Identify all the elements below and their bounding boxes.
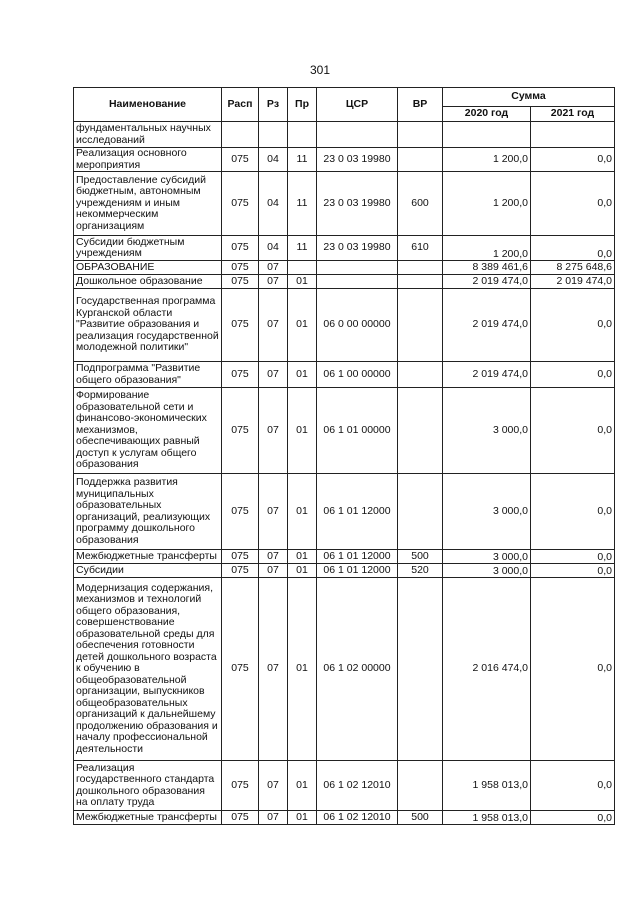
- header-sum: Сумма: [443, 88, 615, 107]
- row-name: Формирование образовательной сети и финансово-экономических механизмов, обеспечивающих равный доступ к услугам общего образования: [74, 388, 222, 474]
- row-name: Межбюджетные трансферты: [74, 550, 222, 564]
- row-sum-2020: [443, 122, 531, 148]
- row-name: ОБРАЗОВАНИЕ: [74, 261, 222, 275]
- row-csr: 06 1 02 00000: [317, 578, 398, 761]
- row-sum-2021: 0,0: [531, 362, 615, 388]
- row-vr: [398, 388, 443, 474]
- header-year-2021: 2021 год: [531, 107, 615, 122]
- row-rasp: 075: [222, 550, 259, 564]
- header-pr: Пр: [288, 88, 317, 122]
- row-rz: 07: [259, 275, 288, 289]
- row-sum-2021: 0,0: [531, 236, 615, 261]
- row-name: Субсидии бюджетным учреждениям: [74, 236, 222, 261]
- row-sum-2021: 0,0: [531, 811, 615, 825]
- row-csr: [317, 261, 398, 275]
- table-row: [74, 362, 615, 388]
- row-vr: 520: [398, 564, 443, 578]
- row-sum-2020: 1 200,0: [443, 172, 531, 236]
- header-rz: Рз: [259, 88, 288, 122]
- table-row: [74, 761, 615, 811]
- row-name: Субсидии: [74, 564, 222, 578]
- table-row: [74, 122, 615, 148]
- row-sum-2020: 3 000,0: [443, 564, 531, 578]
- row-sum-2020: 8 389 461,6: [443, 261, 531, 275]
- row-rz: 07: [259, 564, 288, 578]
- row-csr: 23 0 03 19980: [317, 172, 398, 236]
- row-rz: 04: [259, 172, 288, 236]
- row-vr: [398, 148, 443, 172]
- row-csr: 06 1 02 12010: [317, 811, 398, 825]
- row-pr: [288, 261, 317, 275]
- row-sum-2021: [531, 122, 615, 148]
- row-csr: 06 1 02 12010: [317, 761, 398, 811]
- table-row: [74, 289, 615, 362]
- row-rz: 07: [259, 761, 288, 811]
- row-pr: 11: [288, 172, 317, 236]
- table-row: [74, 564, 615, 578]
- row-rz: 07: [259, 289, 288, 362]
- row-sum-2020: 1 200,0: [443, 236, 531, 261]
- row-vr: 600: [398, 172, 443, 236]
- row-name: фундаментальных научных исследований: [74, 122, 222, 148]
- row-pr: 01: [288, 289, 317, 362]
- row-sum-2021: 0,0: [531, 172, 615, 236]
- row-pr: 01: [288, 811, 317, 825]
- row-vr: [398, 261, 443, 275]
- row-sum-2020: 1 958 013,0: [443, 761, 531, 811]
- row-sum-2020: 2 016 474,0: [443, 578, 531, 761]
- row-sum-2021: 0,0: [531, 148, 615, 172]
- header-vr: ВР: [398, 88, 443, 122]
- row-rz: [259, 122, 288, 148]
- table-header: [74, 88, 615, 122]
- row-pr: 01: [288, 388, 317, 474]
- row-rasp: 075: [222, 236, 259, 261]
- row-rasp: 075: [222, 362, 259, 388]
- row-vr: [398, 275, 443, 289]
- row-csr: 06 1 01 12000: [317, 474, 398, 550]
- row-rasp: 075: [222, 275, 259, 289]
- table-row: [74, 388, 615, 474]
- row-pr: 01: [288, 474, 317, 550]
- row-rasp: 075: [222, 148, 259, 172]
- row-pr: 01: [288, 275, 317, 289]
- row-rz: 07: [259, 578, 288, 761]
- row-pr: 01: [288, 550, 317, 564]
- row-name: Поддержка развития муниципальных образовательных организаций, реализующих программу дошкольного образования: [74, 474, 222, 550]
- row-pr: 11: [288, 236, 317, 261]
- table-row: [74, 275, 615, 289]
- table-row: [74, 578, 615, 761]
- table-row: [74, 261, 615, 275]
- row-rz: 07: [259, 550, 288, 564]
- row-pr: 01: [288, 362, 317, 388]
- row-sum-2021: 0,0: [531, 289, 615, 362]
- row-rasp: 075: [222, 564, 259, 578]
- row-sum-2020: 1 200,0: [443, 148, 531, 172]
- row-csr: 23 0 03 19980: [317, 148, 398, 172]
- row-rz: 04: [259, 236, 288, 261]
- table-row: [74, 172, 615, 236]
- row-vr: 500: [398, 550, 443, 564]
- row-name: Государственная программа Курганской области "Развитие образования и реализация государственной молодежной политики": [74, 289, 222, 362]
- row-rz: 07: [259, 388, 288, 474]
- row-csr: [317, 275, 398, 289]
- row-pr: [288, 122, 317, 148]
- row-vr: 500: [398, 811, 443, 825]
- row-sum-2021: 0,0: [531, 388, 615, 474]
- table-row: [74, 550, 615, 564]
- row-csr: 06 0 00 00000: [317, 289, 398, 362]
- row-sum-2021: 0,0: [531, 578, 615, 761]
- row-vr: [398, 289, 443, 362]
- header-year-2020: 2020 год: [443, 107, 531, 122]
- row-sum-2021: 2 019 474,0: [531, 275, 615, 289]
- table-row: [74, 811, 615, 825]
- table-row: [74, 236, 615, 261]
- table-body: [74, 122, 615, 825]
- row-name: Дошкольное образование: [74, 275, 222, 289]
- header-csr: ЦСР: [317, 88, 398, 122]
- budget-table: [73, 87, 615, 825]
- row-sum-2021: 0,0: [531, 474, 615, 550]
- row-vr: [398, 474, 443, 550]
- row-csr: 06 1 01 00000: [317, 388, 398, 474]
- row-sum-2020: 2 019 474,0: [443, 362, 531, 388]
- row-pr: 01: [288, 578, 317, 761]
- row-csr: 06 1 01 12000: [317, 564, 398, 578]
- row-sum-2020: 2 019 474,0: [443, 289, 531, 362]
- header-name: Наименование: [74, 88, 222, 122]
- row-rasp: 075: [222, 811, 259, 825]
- row-sum-2021: 8 275 648,6: [531, 261, 615, 275]
- row-csr: 06 1 00 00000: [317, 362, 398, 388]
- row-rasp: 075: [222, 261, 259, 275]
- row-sum-2020: 1 958 013,0: [443, 811, 531, 825]
- row-pr: 01: [288, 761, 317, 811]
- row-rasp: 075: [222, 388, 259, 474]
- row-sum-2020: 2 019 474,0: [443, 275, 531, 289]
- row-rasp: 075: [222, 761, 259, 811]
- row-sum-2021: 0,0: [531, 550, 615, 564]
- row-pr: 11: [288, 148, 317, 172]
- row-vr: [398, 761, 443, 811]
- page-number: 301: [309, 63, 331, 77]
- row-rz: 07: [259, 362, 288, 388]
- row-sum-2020: 3 000,0: [443, 550, 531, 564]
- row-csr: [317, 122, 398, 148]
- header-rasp: Расп: [222, 88, 259, 122]
- row-vr: 610: [398, 236, 443, 261]
- row-vr: [398, 362, 443, 388]
- row-sum-2020: 3 000,0: [443, 388, 531, 474]
- row-rz: 07: [259, 474, 288, 550]
- row-rasp: 075: [222, 172, 259, 236]
- table-row: [74, 148, 615, 172]
- row-rasp: 075: [222, 474, 259, 550]
- row-vr: [398, 122, 443, 148]
- row-name: Предоставление субсидий бюджетным, автономным учреждениям и иным некоммерческим организациям: [74, 172, 222, 236]
- row-name: Межбюджетные трансферты: [74, 811, 222, 825]
- table-row: [74, 474, 615, 550]
- row-rz: 07: [259, 261, 288, 275]
- row-name: Реализация государственного стандарта дошкольного образования на оплату труда: [74, 761, 222, 811]
- row-vr: [398, 578, 443, 761]
- row-rasp: 075: [222, 578, 259, 761]
- row-rz: 07: [259, 811, 288, 825]
- row-sum-2021: 0,0: [531, 761, 615, 811]
- row-rasp: 075: [222, 289, 259, 362]
- row-name: Модернизация содержания, механизмов и технологий общего образования, совершенствование образовательной среды для обеспечения готовности детей дошкольного возраста к обучению в общеобразовательной организации, выпускников общеобразовательных организаций к дальнейшему продолжению образования и началу профессиональной деятельности: [74, 578, 222, 761]
- row-csr: 06 1 01 12000: [317, 550, 398, 564]
- row-rz: 04: [259, 148, 288, 172]
- row-sum-2020: 3 000,0: [443, 474, 531, 550]
- row-name: Реализация основного мероприятия: [74, 148, 222, 172]
- row-csr: 23 0 03 19980: [317, 236, 398, 261]
- row-name: Подпрограмма "Развитие общего образования": [74, 362, 222, 388]
- row-sum-2021: 0,0: [531, 564, 615, 578]
- row-rasp: [222, 122, 259, 148]
- row-pr: 01: [288, 564, 317, 578]
